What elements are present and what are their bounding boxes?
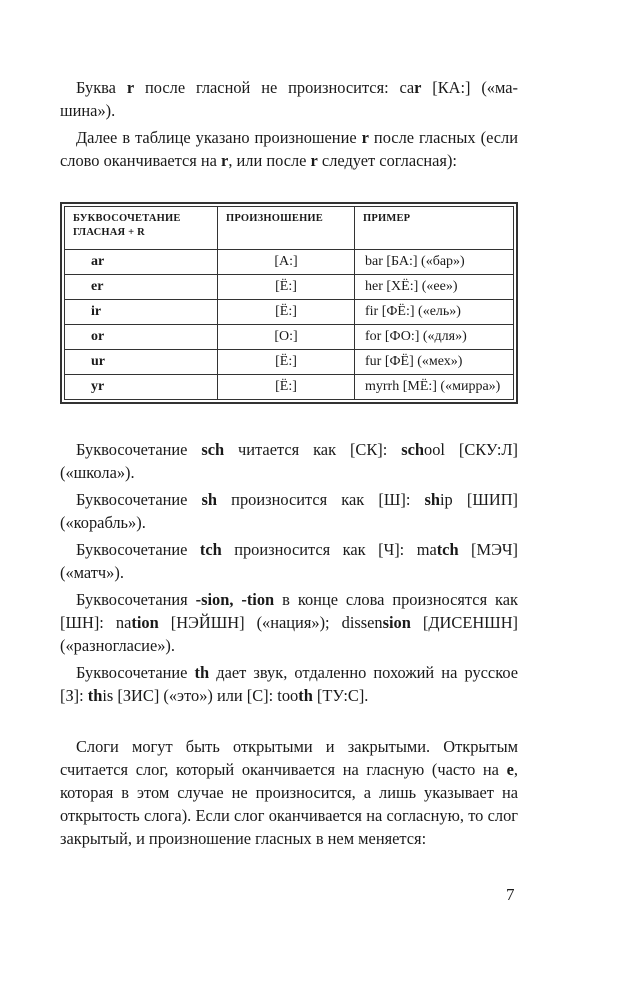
pronunciation-table xyxy=(60,202,518,404)
table-header-row xyxy=(65,207,514,250)
page-number: 7 xyxy=(506,885,515,904)
combination-cell: or xyxy=(65,325,218,350)
combination-cell: er xyxy=(65,275,218,300)
rule-sion-tion: Буквосочетания -sion, -tion в конце слова произносятся как [ШН]: nation [НЭЙШН] («нация»); dissension [ДИСЕНШН] («разногласие»). xyxy=(60,590,519,655)
syllables-section xyxy=(60,735,518,850)
header-pronunciation: ПРОИЗНОШЕНИЕ xyxy=(218,207,355,250)
table-row xyxy=(65,325,514,350)
example-cell: her [ХЁ:] («ее») xyxy=(355,275,514,300)
pronunciation-cell: [Ё:] xyxy=(218,275,355,300)
example-cell: fir [ФЁ:] («ель») xyxy=(355,300,514,325)
rule-sh: Буквосочетание sh произносится как [Ш]: ship [ШИП] («корабль»). xyxy=(60,490,518,532)
example-cell: for [ФО:] («для») xyxy=(355,325,514,350)
digraph-rules xyxy=(60,438,518,707)
combination-cell: yr xyxy=(65,375,218,400)
combination-cell: ur xyxy=(65,350,218,375)
intro-paragraph-2: Далее в таблице указано произношение r после гласных (если слово оканчивается на r, или после r следует согласная): xyxy=(60,128,518,170)
pronunciation-cell: [О:] xyxy=(218,325,355,350)
table-row xyxy=(65,350,514,375)
intro-paragraph-1: Буква r после гласной не произносится: car [КА:] («ма-шина»). xyxy=(60,78,518,120)
page-body xyxy=(60,76,518,850)
header-example: ПРИМЕР xyxy=(355,207,514,250)
table-row xyxy=(65,375,514,400)
combination-cell: ar xyxy=(65,250,218,275)
pronunciation-cell: [Ё:] xyxy=(218,350,355,375)
example-cell: myrrh [МЁ:] («мирра») xyxy=(355,375,514,400)
table-row xyxy=(65,275,514,300)
table-row xyxy=(65,300,514,325)
combination-cell: ir xyxy=(65,300,218,325)
table-row xyxy=(65,250,514,275)
syllables-paragraph: Слоги могут быть открытыми и закрытыми. Открытым считается слог, который оканчивается на гласную (часто на e, которая в этом случае не произносится, а лишь указывает на открытость слога). Если слог оканчивается на согласную, то слог закрытый, и произношение гласных в нем меняется: xyxy=(60,737,518,848)
example-cell: fur [ФЁ] («мех») xyxy=(355,350,514,375)
pronunciation-cell: [Ё:] xyxy=(218,375,355,400)
rule-th: Буквосочетание th дает звук, отдаленно похожий на русское [З]: this [ЗИС] («это») или [С]: tooth [ТУ:С]. xyxy=(60,663,518,705)
rule-sch: Буквосочетание sch читается как [СК]: school [СКУ:Л] («школа»). xyxy=(60,440,518,482)
pronunciation-cell: [А:] xyxy=(218,250,355,275)
header-combination: БУКВОСОЧЕТАНИЕ ГЛАСНАЯ + R xyxy=(65,207,218,250)
pronunciation-cell: [Ё:] xyxy=(218,300,355,325)
example-cell: bar [БА:] («бар») xyxy=(355,250,514,275)
rule-tch: Буквосочетание tch произносится как [Ч]: match [МЭЧ] («матч»). xyxy=(60,540,519,582)
